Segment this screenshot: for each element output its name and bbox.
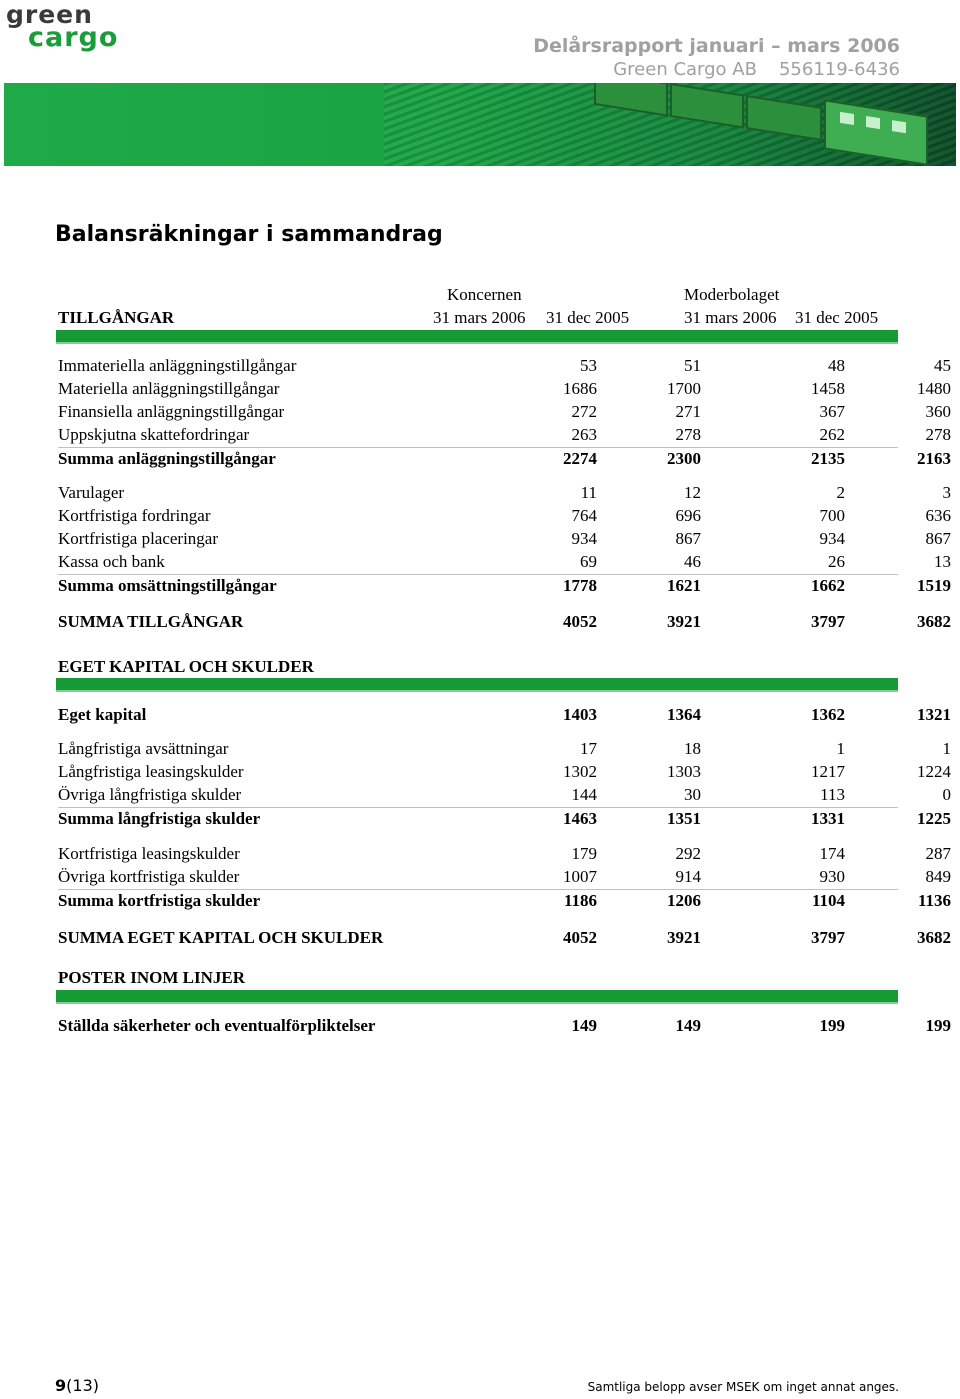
value-cell: 12: [684, 483, 701, 502]
column-header-koncern-2005: 31 dec 2005: [546, 308, 630, 327]
table-row: [58, 482, 951, 504]
row-label: Ställda säkerheter och eventualförpliktelser: [58, 1016, 376, 1035]
train-car: [670, 83, 744, 129]
value-cell: 360: [925, 402, 951, 421]
row-label: Övriga kortfristiga skulder: [58, 867, 240, 886]
row-label: Summa långfristiga skulder: [58, 809, 261, 828]
value-cell: 287: [925, 844, 951, 863]
row-label: SUMMA EGET KAPITAL OCH SKULDER: [58, 928, 384, 947]
value-cell: 199: [819, 1016, 845, 1035]
row-label: Varulager: [58, 483, 125, 502]
value-cell: 2274: [563, 449, 597, 468]
value-cell: 3682: [917, 928, 951, 947]
value-cell: 18: [684, 739, 701, 758]
value-cell: 113: [820, 785, 845, 804]
value-cell: 914: [675, 867, 701, 886]
value-cell: 53: [580, 356, 597, 375]
column-group-koncernen: Koncernen: [447, 285, 522, 304]
section-divider-bar: [56, 330, 898, 344]
value-cell: 1: [836, 739, 845, 758]
table-row-total: [58, 1015, 951, 1037]
row-label: Materiella anläggningstillgångar: [58, 379, 280, 398]
column-header-moder-2006: 31 mars 2006: [684, 308, 777, 327]
table-row: [58, 761, 951, 783]
value-cell: 696: [675, 506, 701, 525]
row-label: Summa kortfristiga skulder: [58, 891, 261, 910]
page-number: [55, 1376, 99, 1395]
green-cargo-logo: [6, 2, 146, 54]
table-row-total: [58, 611, 951, 633]
value-cell: 4052: [563, 928, 597, 947]
value-cell: 271: [675, 402, 701, 421]
value-cell: 1662: [811, 576, 845, 595]
page-total: (13): [66, 1376, 99, 1395]
value-cell: 13: [934, 552, 951, 571]
value-cell: 199: [925, 1016, 951, 1035]
value-cell: 1458: [811, 379, 845, 398]
value-cell: 1136: [917, 891, 951, 910]
row-label: Långfristiga leasingskulder: [58, 762, 244, 781]
value-cell: 867: [925, 529, 951, 548]
column-header-koncern-2006: 31 mars 2006: [433, 308, 526, 327]
page-current: 9: [55, 1376, 67, 1395]
value-cell: 1351: [667, 809, 701, 828]
value-cell: 3921: [667, 928, 701, 947]
value-cell: 1519: [917, 576, 951, 595]
value-cell: 3797: [811, 928, 845, 947]
value-cell: 2135: [811, 449, 845, 468]
value-cell: 1403: [563, 705, 597, 724]
value-cell: 1686: [563, 379, 597, 398]
value-cell: 0: [942, 785, 951, 804]
row-label: Kortfristiga placeringar: [58, 529, 219, 548]
value-cell: 1480: [917, 379, 951, 398]
value-cell: 263: [571, 425, 597, 444]
locomotive-window: [866, 116, 880, 129]
value-cell: 262: [819, 425, 845, 444]
value-cell: 26: [828, 552, 845, 571]
section-divider-bar: [56, 990, 898, 1004]
row-label: Summa anläggningstillgångar: [58, 449, 276, 468]
table-row-total: [58, 927, 951, 949]
org-number: 556119-6436: [778, 59, 900, 80]
column-header-moder-2005: 31 dec 2005: [795, 308, 879, 327]
train-car: [594, 83, 668, 117]
column-group-moderbolaget: Moderbolaget: [684, 285, 780, 304]
row-label: Kortfristiga fordringar: [58, 506, 211, 525]
value-cell: 1007: [563, 867, 597, 886]
table-row: [58, 424, 951, 446]
value-cell: 1621: [667, 576, 701, 595]
section-title-off-balance: POSTER INOM LINJER: [58, 968, 246, 987]
value-cell: 1321: [917, 705, 951, 724]
table-row: [58, 551, 951, 573]
value-cell: 700: [819, 506, 845, 525]
table-row: [58, 401, 951, 423]
value-cell: 636: [925, 506, 951, 525]
table-row: [58, 528, 951, 550]
table-row: [58, 505, 951, 527]
row-label: Immateriella anläggningstillgångar: [58, 356, 297, 375]
value-cell: 1217: [811, 762, 845, 781]
report-subtitle: [613, 59, 900, 80]
value-cell: 149: [571, 1016, 597, 1035]
row-label: Finansiella anläggningstillgångar: [58, 402, 285, 421]
value-cell: 4052: [563, 612, 597, 631]
table-row-subtotal: [58, 447, 951, 469]
value-cell: 1331: [811, 809, 845, 828]
value-cell: 1104: [811, 891, 845, 910]
locomotive-window: [892, 120, 906, 133]
value-cell: 1364: [667, 705, 701, 724]
value-cell: 764: [571, 506, 597, 525]
value-cell: 11: [580, 483, 597, 502]
row-label: Uppskjutna skattefordringar: [58, 425, 250, 444]
value-cell: 2: [836, 483, 845, 502]
value-cell: 149: [675, 1016, 701, 1035]
value-cell: 144: [571, 785, 597, 804]
value-cell: 1224: [917, 762, 951, 781]
value-cell: 292: [675, 844, 701, 863]
value-cell: 1225: [917, 809, 951, 828]
value-cell: 1186: [563, 891, 597, 910]
table-row: [58, 378, 951, 400]
value-cell: 1463: [563, 809, 597, 828]
logo-text-cargo: cargo: [28, 22, 119, 53]
value-cell: 46: [684, 552, 701, 571]
table-row-subtotal: [58, 807, 951, 829]
value-cell: 3682: [917, 612, 951, 631]
row-label: SUMMA TILLGÅNGAR: [58, 612, 244, 631]
value-cell: 1700: [667, 379, 701, 398]
value-cell: 3921: [667, 612, 701, 631]
row-label: Kortfristiga leasingskulder: [58, 844, 240, 863]
value-cell: 1778: [563, 576, 597, 595]
row-label: Kassa och bank: [58, 552, 165, 571]
value-cell: 1302: [563, 762, 597, 781]
row-label: Långfristiga avsättningar: [58, 739, 229, 758]
company-name: Green Cargo AB: [613, 59, 757, 80]
locomotive-window: [840, 112, 854, 125]
value-cell: 934: [819, 529, 845, 548]
value-cell: 930: [819, 867, 845, 886]
value-cell: 934: [571, 529, 597, 548]
table-row: [58, 738, 951, 760]
value-cell: 1303: [667, 762, 701, 781]
table-row-subtotal: [58, 889, 951, 911]
value-cell: 69: [580, 552, 597, 571]
train-car: [746, 95, 822, 141]
row-label: Summa omsättningstillgångar: [58, 576, 277, 595]
value-cell: 1: [942, 739, 951, 758]
logo-text-green: green: [6, 0, 93, 29]
value-cell: 849: [925, 867, 951, 886]
value-cell: 45: [934, 356, 951, 375]
footer-note: Samtliga belopp avser MSEK om inget annat anges.: [587, 1380, 899, 1394]
value-cell: 1362: [811, 705, 845, 724]
value-cell: 17: [580, 739, 597, 758]
row-label: Övriga långfristiga skulder: [58, 785, 242, 804]
row-label: Eget kapital: [58, 705, 147, 724]
value-cell: 867: [675, 529, 701, 548]
report-title: Delårsrapport januari – mars 2006: [533, 35, 900, 57]
table-row: [58, 355, 951, 377]
value-cell: 1206: [667, 891, 701, 910]
value-cell: 3: [942, 483, 951, 502]
value-cell: 179: [571, 844, 597, 863]
value-cell: 51: [684, 356, 701, 375]
value-cell: 278: [925, 425, 951, 444]
section-title-assets: TILLGÅNGAR: [58, 308, 175, 327]
header-banner-image: [4, 83, 956, 166]
table-row: [58, 866, 951, 888]
table-row: [58, 843, 951, 865]
section-title-equity-liabilities: EGET KAPITAL OCH SKULDER: [58, 657, 314, 676]
page-title: Balansräkningar i sammandrag: [55, 222, 443, 247]
section-divider-bar: [56, 678, 898, 692]
value-cell: 3797: [811, 612, 845, 631]
value-cell: 2300: [667, 449, 701, 468]
value-cell: 272: [571, 402, 597, 421]
value-cell: 48: [828, 356, 845, 375]
value-cell: 278: [675, 425, 701, 444]
table-row: [58, 784, 951, 806]
value-cell: 174: [819, 844, 845, 863]
value-cell: 2163: [917, 449, 951, 468]
table-row-subtotal: [58, 704, 951, 726]
value-cell: 30: [684, 785, 701, 804]
value-cell: 367: [819, 402, 845, 421]
table-row-subtotal: [58, 574, 951, 596]
